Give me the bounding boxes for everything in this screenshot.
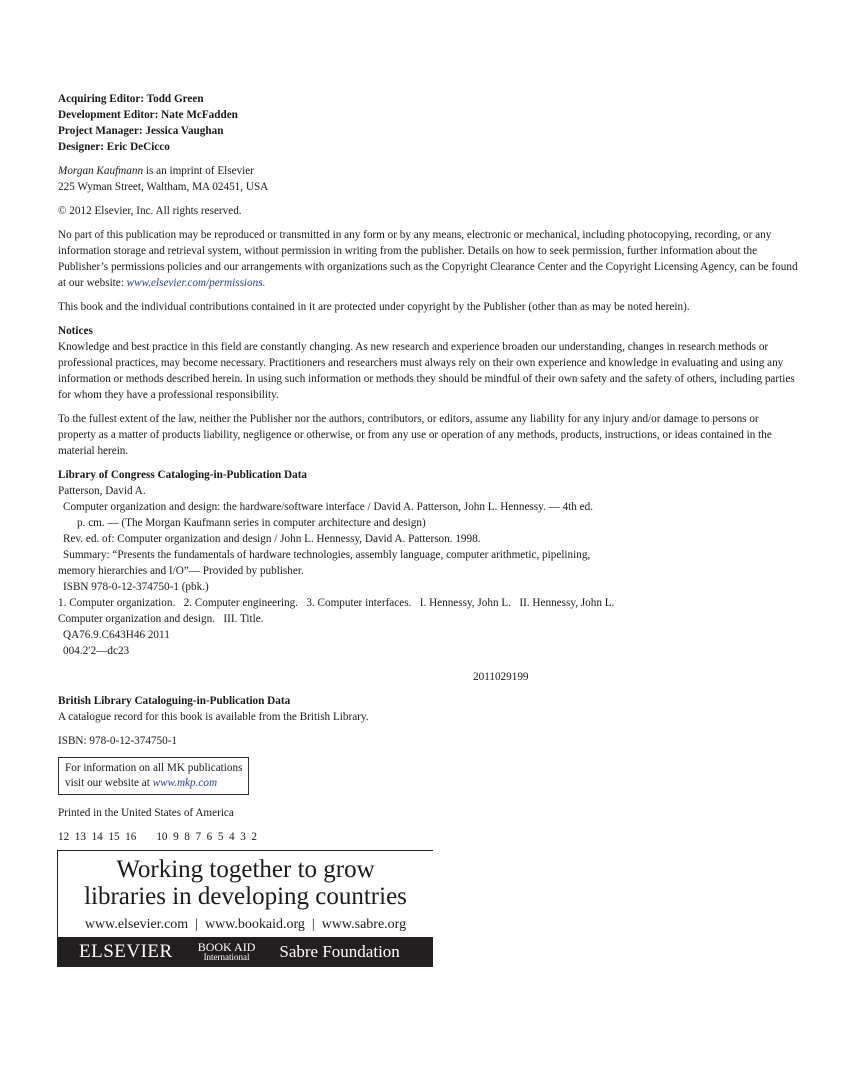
- banner-logo-bar: [58, 937, 433, 967]
- copyright-notice: © 2012 Elsevier, Inc. All rights reserved.: [58, 205, 242, 217]
- loc-control-number: 2011029199: [473, 671, 529, 683]
- notices-para-1: Knowledge and best practice in this field are constantly changing. As new research and experience broaden our understanding, changes in research methods or professional practices, may become necessary. Practitioners and researchers must always rely on their own experience and knowledge in evaluating and using any information or methods described herein. In using such information or methods they should be mindful of their own safety and the safety of others, including parties for whom they have a professional responsibility.: [58, 341, 795, 401]
- loc-block: [58, 467, 798, 685]
- loc-subjects-2: Computer organization and design. III. Title.: [58, 613, 264, 625]
- credit-designer: Designer: Eric DeCicco: [58, 141, 170, 153]
- loc-isbn: ISBN 978-0-12-374750-1 (pbk.): [63, 581, 209, 593]
- bookaid-logo-line-1: BOOK AID: [197, 940, 256, 954]
- mk-info-line-1: For information on all MK publications: [65, 762, 243, 774]
- imprint-line: [58, 163, 798, 179]
- banner-headline-2: libraries in developing countries: [84, 883, 407, 910]
- permissions-link[interactable]: www.elsevier.com/permissions.: [126, 277, 266, 289]
- notices-block: [58, 323, 798, 403]
- british-heading: British Library Cataloguing-in-Publication Data: [58, 695, 291, 707]
- credit-acquiring-editor: Acquiring Editor: Todd Green: [58, 93, 204, 105]
- publisher-name: Morgan Kaufmann: [58, 165, 144, 177]
- loc-revision: Rev. ed. of: Computer organization and design / John L. Hennessy, David A. Patterson. 1998.: [63, 533, 481, 545]
- publisher-address: 225 Wyman Street, Waltham, MA 02451, USA: [58, 181, 269, 193]
- bookaid-logo: [198, 942, 256, 962]
- book-aid-banner: [57, 850, 433, 967]
- notices-heading: Notices: [58, 325, 93, 337]
- liability-paragraph: To the fullest extent of the law, neither the Publisher nor the authors, contributors, or editors, assume any liability for any injury and/or damage to persons or property as a matter of products liability, negligence or otherwise, or from any use or operation of any methods, products, instructions, or ideas contained in the material herein.: [58, 413, 772, 457]
- imprint-block: [58, 163, 798, 195]
- credit-development-editor: Development Editor: Nate McFadden: [58, 109, 238, 121]
- print-line: [58, 829, 798, 845]
- print-numbers: 10 9 8 7 6 5 4 3 2: [156, 831, 257, 843]
- printed-in: Printed in the United States of America: [58, 807, 234, 819]
- isbn-line: ISBN: 978-0-12-374750-1: [58, 735, 178, 747]
- loc-summary-1: Summary: “Presents the fundamentals of hardware technologies, assembly language, computer arithmetic, pipelining,: [63, 549, 591, 561]
- imprint-rest: is an imprint of Elsevier: [143, 165, 254, 177]
- loc-summary-2: memory hierarchies and I/O”— Provided by publisher.: [58, 565, 304, 577]
- permissions-paragraph: [58, 227, 798, 291]
- loc-heading: Library of Congress Cataloging-in-Publication Data: [58, 469, 308, 481]
- permissions-text: No part of this publication may be reproduced or transmitted in any form or by any means, electronic or mechanical, including photocopying, recording, or any information storage and retrieval system, without permission in writing from the publisher. Details on how to seek permission, further information about the Publisher’s permissions policies and our arrangements with organizations such as the Copyright Clearance Center and the Copyright Licensing Agency, can be found at our website:: [58, 229, 798, 289]
- credit-project-manager: Project Manager: Jessica Vaughan: [58, 125, 224, 137]
- british-text: A catalogue record for this book is available from the British Library.: [58, 711, 369, 723]
- loc-classification-1: QA76.9.C643H46 2011: [63, 629, 170, 641]
- mk-info-prefix: visit our website at: [65, 777, 153, 789]
- print-years: 12 13 14 15 16: [58, 831, 137, 843]
- loc-classification-2: 004.2′2—dc23: [63, 645, 130, 657]
- banner-urls[interactable]: www.elsevier.com | www.bookaid.org | www.sabre.org: [84, 917, 407, 932]
- mk-website-link[interactable]: www.mkp.com: [152, 777, 218, 789]
- mk-info-box: [58, 757, 249, 795]
- loc-subjects-1: 1. Computer organization. 2. Computer engineering. 3. Computer interfaces. I. Hennessy, John L. II. Hennessy, John L.: [58, 597, 615, 609]
- loc-series: p. cm. — (The Morgan Kaufmann series in computer architecture and design): [77, 517, 426, 529]
- credits-block: [58, 91, 798, 155]
- banner-headline-1: Working together to grow: [116, 856, 375, 883]
- bookaid-logo-line-2: International: [203, 952, 250, 962]
- protected-notice: This book and the individual contributions contained in it are protected under copyright by the Publisher (other than as may be noted herein).: [58, 301, 690, 313]
- mk-info-line-2: [65, 776, 242, 791]
- loc-author: Patterson, David A.: [58, 485, 146, 497]
- loc-title: Computer organization and design: the hardware/software interface / David A. Patterson, John L. Hennessy. — 4th ed.: [63, 501, 594, 513]
- sabre-foundation-logo: Sabre Foundation: [279, 942, 400, 961]
- elsevier-logo: ELSEVIER: [79, 941, 173, 962]
- british-library-block: [58, 693, 798, 725]
- copyright-page: [58, 91, 798, 845]
